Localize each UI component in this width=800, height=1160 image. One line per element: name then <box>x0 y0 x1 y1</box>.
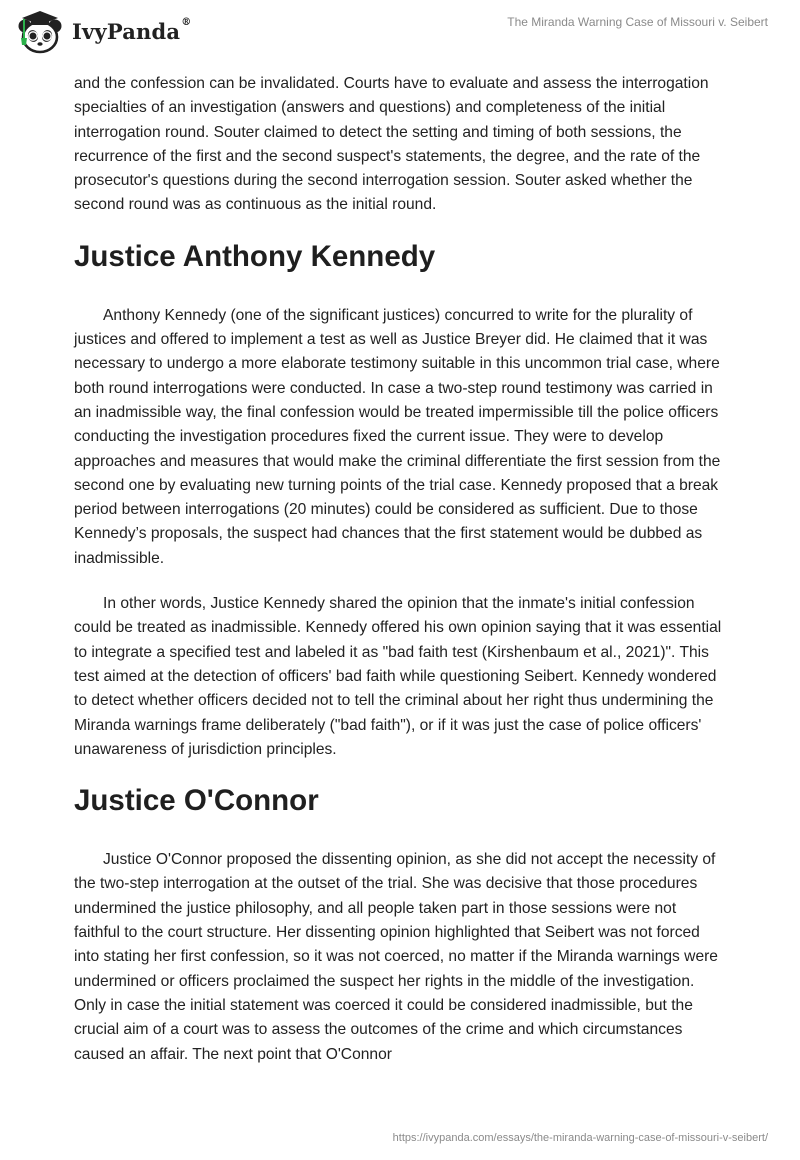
essay-content <box>74 72 726 1088</box>
heading-justice-oconnor: Justice O'Connor <box>74 784 319 818</box>
paragraph-souter-end: and the confession can be invalidated. Courts have to evaluate and assess the interrogation specialties of an investigation (answers and questions) and completeness of the initial interrogation round. Souter claimed to detect the setting and timing of both sessions, the recurrence of the first and the second suspect's statements, the degree, and the rate of the prosecutor's questions during the second interrogation session. Souter asked whether the second round was as continuous as the initial round. <box>74 75 709 214</box>
paragraph-kennedy-2: In other words, Justice Kennedy shared the opinion that the inmate's initial confession could be treated as inadmissible. Kennedy offered his own opinion saying that it was essential to integrate a specified test and labeled it as "bad faith test (Kirshenbaum et al., 2021)". This test aimed at the detection of officers' bad faith while questioning Seibert. Kennedy wondered to detect whether officers decided not to tell the criminal about her right thus undermining the Miranda warnings frame deliberately ("bad faith"), or if it was just the case of police officers' unawareness of jurisdiction principles. <box>74 595 722 758</box>
heading-justice-kennedy: Justice Anthony Kennedy <box>74 239 436 273</box>
document-title: The Miranda Warning Case of Missouri v. Seibert <box>507 15 768 29</box>
source-url[interactable]: https://ivypanda.com/essays/the-miranda-warning-case-of-missouri-v-seibert/ <box>392 1132 768 1144</box>
brand-name: IvyPanda® <box>72 16 192 44</box>
panda-graduate-icon <box>14 8 66 54</box>
paragraph-kennedy-1: Anthony Kennedy (one of the significant justices) concurred to write for the plurality of justices and offered to implement a test as well as Justice Breyer did. He claimed that it was necessary to undergo a more elaborate testimony suitable in this uncommon trial case, where both round interrogations were conducted. In case a two-step round testimony was carried in an inadmissible way, the final confession would be treated impermissible till the police officers conducting the investigation procedures fixed the current issue. They were to develop approaches and measures that would make the criminal differentiate the first session from the second one by evaluating new turning points of the trial case. Kennedy proposed that a break period between interrogations (20 minutes) could be considered as sufficient. Due to those Kennedy’s proposals, the suspect had chances that the first statement would be dubbed as inadmissible. <box>74 306 721 567</box>
trademark-sign: ® <box>181 16 192 28</box>
ivypanda-logo[interactable] <box>14 8 191 54</box>
paragraph-oconnor-1: Justice O'Connor proposed the dissenting opinion, as she did not accept the necessity of the two-step interrogation at the outset of the trial. She was decisive that those procedures undermined the justice philosophy, and all people taken part in those sessions were not faithful to the court structure. Her dissenting opinion highlighted that Seibert was not forced into stating her first confession, so it was not coerced, no matter if the Miranda warnings were undermined or officers proclaimed the suspect her rights in the middle of the investigation. Only in case the initial statement was coerced it could be considered inadmissible, but the crucial aim of a court was to assess the outcomes of the crime and which circumstances caused an affair. The next point that O'Connor <box>74 851 718 1063</box>
page-header <box>0 0 800 70</box>
